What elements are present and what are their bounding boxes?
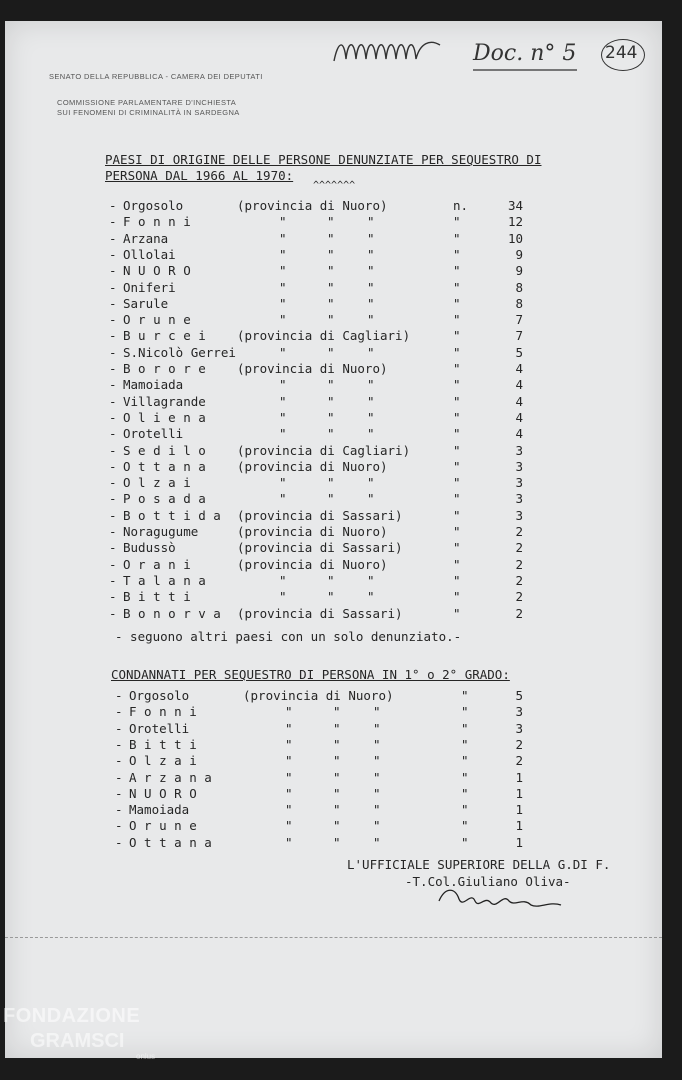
count-value: 5 [515, 688, 523, 703]
handwritten-scribble [330, 33, 450, 69]
row-dash: - [109, 556, 117, 572]
province: (provincia di Sassari) [237, 540, 403, 556]
row-dash: - [109, 409, 117, 425]
row-dash: - [115, 688, 123, 703]
ditto-mark: " [327, 246, 335, 262]
watermark-onlus: onlus [136, 1052, 156, 1061]
count-value: 3 [515, 442, 523, 458]
count-value: 1 [515, 785, 523, 801]
count-value: 2 [515, 556, 523, 572]
signature-title: L'UFFICIALE SUPERIORE DELLA G.DI F. [347, 857, 611, 872]
ditto-mark: " [367, 230, 375, 246]
number-label: " [453, 605, 461, 621]
count-value: 8 [515, 295, 523, 311]
row-dash: - [109, 540, 117, 556]
ditto-mark: " [367, 295, 375, 311]
number-label: " [453, 246, 461, 262]
number-label: " [461, 785, 469, 801]
number-label: " [461, 720, 469, 736]
ditto-mark: " [373, 769, 381, 785]
table-row [5, 557, 662, 573]
town-name: B o n o r v a [123, 605, 221, 621]
ditto-mark: " [327, 589, 335, 605]
ditto-mark: " [285, 802, 293, 818]
row-dash: - [109, 524, 117, 539]
table-row [5, 263, 662, 279]
province: (provincia di Nuoro) [237, 524, 388, 539]
number-label: " [453, 344, 461, 360]
row-dash: - [115, 736, 123, 752]
ditto-mark: " [367, 263, 375, 279]
town-name: O l z a i [123, 475, 191, 491]
row-dash: - [109, 507, 117, 523]
town-name: T a l a n a [123, 572, 206, 588]
ditto-mark: " [285, 720, 293, 736]
number-label: " [453, 295, 461, 311]
town-name: N U O R O [129, 785, 197, 801]
town-name: Orotelli [129, 720, 190, 736]
row-dash: - [109, 361, 117, 376]
town-name: Villagrande [123, 393, 206, 409]
town-name: B i t t i [123, 589, 191, 605]
row-dash: - [115, 704, 123, 720]
row-dash: - [109, 198, 117, 213]
ditto-mark: " [367, 377, 375, 393]
count-value: 2 [515, 540, 523, 556]
count-value: 9 [515, 246, 523, 262]
table-row [5, 688, 662, 704]
count-value: 2 [515, 572, 523, 588]
count-value: 3 [515, 720, 523, 736]
row-dash: - [109, 246, 117, 262]
table-row [5, 328, 662, 344]
count-value: 2 [515, 605, 523, 621]
table-row [5, 589, 662, 605]
province: (provincia di Cagliari) [237, 328, 411, 344]
ditto-mark: " [327, 312, 335, 328]
count-value: 3 [515, 491, 523, 507]
row-dash: - [115, 769, 123, 785]
count-value: 3 [515, 458, 523, 474]
table-row [5, 280, 662, 296]
ditto-mark: " [373, 753, 381, 769]
number-label: " [461, 753, 469, 769]
ditto-mark: " [279, 214, 287, 230]
table-row [5, 410, 662, 426]
town-name: Orgosolo [123, 198, 184, 213]
row-dash: - [109, 377, 117, 393]
ditto-mark: " [373, 834, 381, 850]
ditto-mark: " [285, 769, 293, 785]
row-dash: - [109, 312, 117, 328]
count-value: 2 [515, 589, 523, 605]
count-value: 7 [515, 312, 523, 328]
ditto-mark: " [367, 214, 375, 230]
ditto-mark: " [279, 230, 287, 246]
number-label: " [453, 442, 461, 458]
row-dash: - [109, 279, 117, 295]
number-label: " [453, 524, 461, 539]
ditto-mark: " [333, 720, 341, 736]
table-row [5, 459, 662, 475]
header-senate: SENATO DELLA REPUBBLICA - CAMERA DEI DEPUTATI [49, 72, 263, 81]
ditto-mark: " [279, 589, 287, 605]
ditto-mark: " [367, 393, 375, 409]
ditto-mark: " [327, 263, 335, 279]
number-label: " [453, 572, 461, 588]
count-value: 2 [515, 753, 523, 769]
section1-note: - seguono altri paesi con un solo denunziato.- [115, 629, 462, 644]
number-label: " [453, 589, 461, 605]
number-label: " [461, 834, 469, 850]
count-value: 1 [515, 802, 523, 818]
ditto-mark: " [373, 785, 381, 801]
count-value: 3 [515, 704, 523, 720]
number-label: " [453, 409, 461, 425]
document-page [5, 21, 662, 1058]
ditto-mark: " [327, 344, 335, 360]
town-name: O r u n e [123, 312, 191, 328]
ditto-mark: " [333, 753, 341, 769]
count-value: 1 [515, 834, 523, 850]
province: (provincia di Nuoro) [243, 688, 394, 703]
row-dash: - [109, 426, 117, 442]
row-dash: - [115, 818, 123, 834]
ditto-mark: " [333, 785, 341, 801]
ditto-mark: " [285, 753, 293, 769]
table-row [5, 296, 662, 312]
town-name: Budussò [123, 540, 176, 556]
table-row [5, 247, 662, 263]
row-dash: - [109, 393, 117, 409]
ditto-mark: " [373, 720, 381, 736]
ditto-mark: " [327, 491, 335, 507]
number-label: " [453, 263, 461, 279]
row-dash: - [109, 442, 117, 458]
ditto-mark: " [279, 279, 287, 295]
number-label: " [453, 279, 461, 295]
town-name: S.Nicolò Gerrei [123, 344, 236, 360]
ditto-mark: " [327, 295, 335, 311]
count-value: 2 [515, 524, 523, 539]
ditto-mark: " [367, 279, 375, 295]
number-label: " [453, 377, 461, 393]
town-name: F o n n i [129, 704, 197, 720]
table-row [5, 770, 662, 786]
town-name: Mamoiada [123, 377, 184, 393]
town-name: N U O R O [123, 263, 191, 279]
table-row [5, 394, 662, 410]
ditto-mark: " [327, 214, 335, 230]
number-label: " [461, 818, 469, 834]
number-label: " [461, 704, 469, 720]
town-name: O r a n i [123, 556, 191, 572]
town-name: F o n n i [123, 214, 191, 230]
ditto-mark: " [373, 736, 381, 752]
count-value: 3 [515, 475, 523, 491]
table-row [5, 573, 662, 589]
ditto-mark: " [279, 475, 287, 491]
table-row [5, 721, 662, 737]
ditto-mark: " [279, 295, 287, 311]
table-row [5, 524, 662, 540]
ditto-mark: " [279, 377, 287, 393]
ditto-mark: " [327, 409, 335, 425]
count-value: 8 [515, 279, 523, 295]
number-label: " [453, 491, 461, 507]
ditto-mark: " [373, 802, 381, 818]
row-dash: - [115, 753, 123, 769]
number-label: " [453, 214, 461, 230]
count-value: 7 [515, 328, 523, 344]
watermark-gramsci: GRAMSCI [30, 1030, 125, 1052]
ditto-mark: " [327, 279, 335, 295]
number-label: " [453, 328, 461, 344]
count-value: 12 [507, 214, 523, 230]
table-row [5, 835, 662, 851]
ditto-mark: " [367, 475, 375, 491]
table-row [5, 361, 662, 377]
town-name: Orgosolo [129, 688, 190, 703]
ditto-mark: " [333, 818, 341, 834]
number-label: " [453, 230, 461, 246]
ditto-mark: " [333, 802, 341, 818]
ditto-mark: " [327, 230, 335, 246]
ditto-mark: " [327, 572, 335, 588]
town-name: A r z a n a [129, 769, 212, 785]
count-value: 3 [515, 507, 523, 523]
section2-title: CONDANNATI PER SEQUESTRO DI PERSONA IN 1° o 2° GRADO: [111, 667, 510, 682]
ditto-mark: " [333, 736, 341, 752]
town-name: Arzana [123, 230, 169, 246]
ditto-mark: " [373, 818, 381, 834]
count-value: 4 [515, 426, 523, 442]
town-name: Sarule [123, 295, 169, 311]
ditto-mark: " [367, 246, 375, 262]
province: (provincia di Sassari) [237, 605, 403, 621]
ditto-mark: " [367, 572, 375, 588]
table-row [5, 818, 662, 834]
table-row [5, 214, 662, 230]
ditto-mark: " [367, 312, 375, 328]
town-name: Noragugume [123, 524, 199, 539]
province: (provincia di Nuoro) [237, 556, 388, 572]
ditto-mark: " [367, 491, 375, 507]
doc-number-label: Doc. n° 5 [473, 41, 577, 66]
town-name: Oniferi [123, 279, 176, 295]
row-dash: - [109, 458, 117, 474]
table-row [5, 231, 662, 247]
ditto-mark: " [373, 704, 381, 720]
number-label: n. [453, 198, 469, 213]
number-label: " [453, 426, 461, 442]
count-value: 1 [515, 769, 523, 785]
section1-title-line2: PERSONA DAL 1966 AL 1970: [105, 168, 294, 183]
ditto-mark: " [285, 834, 293, 850]
table-row [5, 802, 662, 818]
header-commission-sub: SUI FENOMENI DI CRIMINALITÀ IN SARDEGNA [57, 108, 240, 117]
number-label: " [453, 458, 461, 474]
number-label: " [453, 312, 461, 328]
ditto-mark: " [285, 818, 293, 834]
table-row [5, 540, 662, 556]
ditto-mark: " [327, 393, 335, 409]
table-row [5, 345, 662, 361]
row-dash: - [109, 572, 117, 588]
row-dash: - [115, 720, 123, 736]
ditto-mark: " [279, 426, 287, 442]
table-row [5, 704, 662, 720]
ditto-mark: " [279, 409, 287, 425]
town-name: O l z a i [129, 753, 197, 769]
row-dash: - [115, 785, 123, 801]
handwritten-signature [435, 883, 565, 913]
number-label: " [453, 540, 461, 556]
province: (provincia di Nuoro) [237, 361, 388, 376]
town-name: Orotelli [123, 426, 184, 442]
header-commission: COMMISSIONE PARLAMENTARE D'INCHIESTA [57, 98, 237, 107]
ditto-mark: " [327, 426, 335, 442]
province: (provincia di Cagliari) [237, 442, 411, 458]
ditto-mark: " [279, 393, 287, 409]
town-name: B u r c e i [123, 328, 206, 344]
signature-name: -T.Col.Giuliano Oliva- [405, 874, 571, 889]
town-name: O t t a n a [123, 458, 206, 474]
count-value: 5 [515, 344, 523, 360]
table-row [5, 426, 662, 442]
row-dash: - [109, 491, 117, 507]
page-fold-line [5, 937, 662, 938]
table-row [5, 491, 662, 507]
ditto-mark: " [285, 785, 293, 801]
town-name: Mamoiada [129, 802, 190, 818]
count-value: 1 [515, 818, 523, 834]
count-value: 9 [515, 263, 523, 279]
ditto-mark: " [285, 736, 293, 752]
row-dash: - [109, 475, 117, 491]
table-row [5, 312, 662, 328]
row-dash: - [109, 295, 117, 311]
ditto-mark: " [279, 344, 287, 360]
table-row [5, 198, 662, 214]
table-row [5, 377, 662, 393]
row-dash: - [109, 344, 117, 360]
row-dash: - [109, 328, 117, 344]
town-name: O l i e n a [123, 409, 206, 425]
row-dash: - [109, 605, 117, 621]
row-dash: - [109, 230, 117, 246]
count-value: 4 [515, 393, 523, 409]
watermark-fondazione: FONDAZIONE [3, 1005, 141, 1027]
ditto-mark: " [279, 246, 287, 262]
section1-title-mark: ^^^^^^^ [313, 180, 356, 191]
row-dash: - [109, 589, 117, 605]
count-value: 2 [515, 736, 523, 752]
count-value: 10 [507, 230, 523, 246]
table-row [5, 753, 662, 769]
ditto-mark: " [333, 704, 341, 720]
ditto-mark: " [367, 409, 375, 425]
ditto-mark: " [279, 491, 287, 507]
ditto-mark: " [279, 312, 287, 328]
table-row [5, 475, 662, 491]
table-row [5, 606, 662, 622]
ditto-mark: " [333, 769, 341, 785]
row-dash: - [109, 263, 117, 279]
number-label: " [453, 361, 461, 376]
row-dash: - [109, 214, 117, 230]
row-dash: - [115, 802, 123, 818]
number-label: " [453, 475, 461, 491]
count-value: 4 [515, 409, 523, 425]
ditto-mark: " [367, 344, 375, 360]
count-value: 34 [507, 198, 523, 213]
town-name: S e d i l o [123, 442, 206, 458]
doc-underline [471, 67, 581, 73]
section1-title-line1: PAESI DI ORIGINE DELLE PERSONE DENUNZIATE PER SEQUESTRO DI [105, 152, 542, 167]
ditto-mark: " [285, 704, 293, 720]
number-label: " [461, 802, 469, 818]
ditto-mark: " [367, 426, 375, 442]
number-label: " [461, 769, 469, 785]
province: (provincia di Nuoro) [237, 198, 388, 213]
table-row [5, 443, 662, 459]
number-label: " [453, 507, 461, 523]
number-label: " [453, 393, 461, 409]
row-dash: - [115, 834, 123, 850]
count-value: 4 [515, 377, 523, 393]
ditto-mark: " [327, 475, 335, 491]
ditto-mark: " [327, 377, 335, 393]
ditto-mark: " [333, 834, 341, 850]
number-label: " [453, 556, 461, 572]
page-number: 244 [605, 43, 638, 63]
town-name: Ollolai [123, 246, 176, 262]
town-name: O r u n e [129, 818, 197, 834]
province: (provincia di Sassari) [237, 507, 403, 523]
ditto-mark: " [279, 263, 287, 279]
number-label: " [461, 736, 469, 752]
count-value: 4 [515, 361, 523, 376]
table-row [5, 786, 662, 802]
town-name: P o s a d a [123, 491, 206, 507]
ditto-mark: " [367, 589, 375, 605]
town-name: B o r o r e [123, 361, 206, 376]
province: (provincia di Nuoro) [237, 458, 388, 474]
number-label: " [461, 688, 469, 703]
town-name: O t t a n a [129, 834, 212, 850]
table-row [5, 508, 662, 524]
town-name: B i t t i [129, 736, 197, 752]
ditto-mark: " [279, 572, 287, 588]
town-name: B o t t i d a [123, 507, 221, 523]
table-row [5, 737, 662, 753]
